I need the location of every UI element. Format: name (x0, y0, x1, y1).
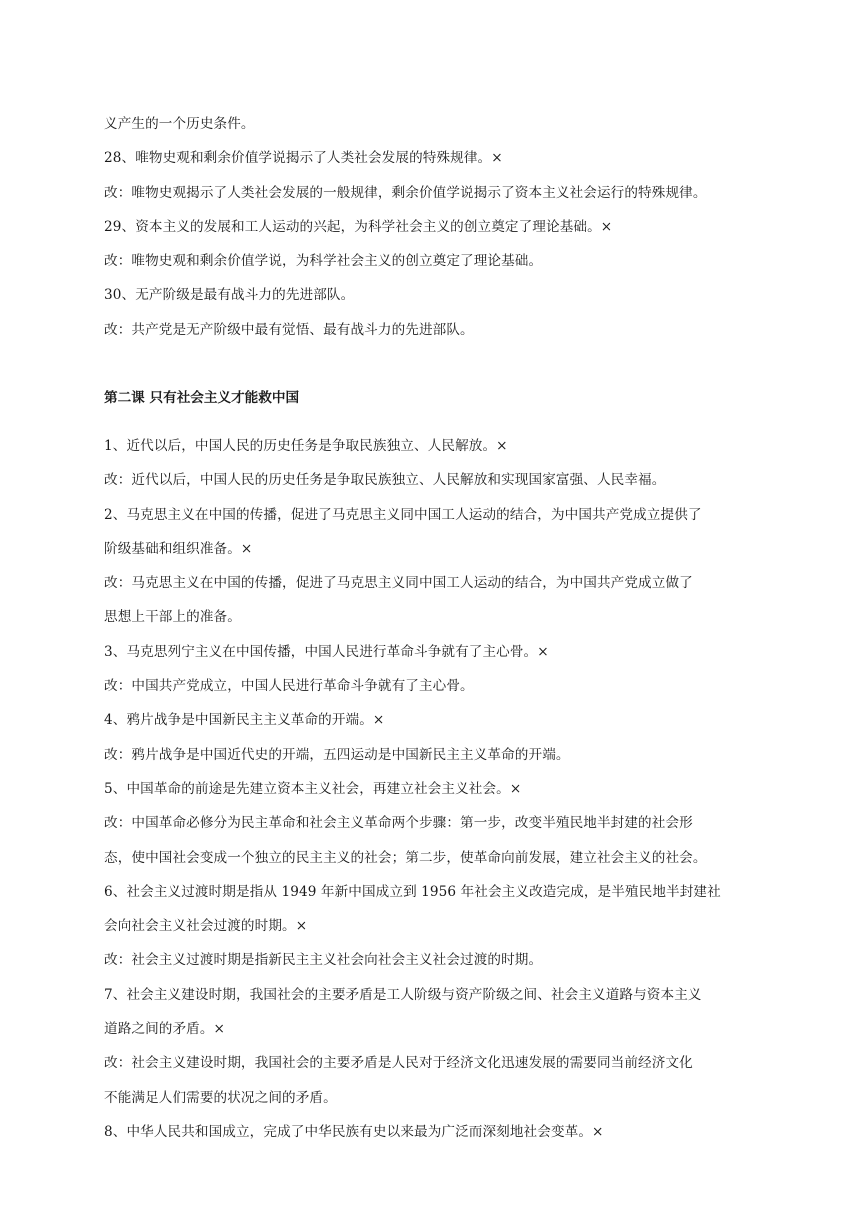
text-line: 6、社会主义过渡时期是指从 1949 年新中国成立到 1956 年社会主义改造完成，是半殖民地半封建社 (104, 883, 721, 900)
text-line: 阶级基础和组织准备。× (104, 540, 253, 557)
text-line: 30、无产阶级是最有战斗力的先进部队。 (104, 287, 355, 304)
section-heading: 第二课 只有社会主义才能救中国 (104, 390, 300, 407)
text-line: 不能满足人们需要的状况之间的矛盾。 (104, 1089, 337, 1106)
text-line: 改：共产党是无产阶级中最有觉悟、最有战斗力的先进部队。 (104, 321, 474, 338)
text-line: 道路之间的矛盾。× (104, 1021, 226, 1038)
text-line: 态，使中国社会变成一个独立的民主主义的社会；第二步，使革命向前发展，建立社会主义的社会。 (104, 849, 707, 866)
text-line: 思想上干部上的准备。 (104, 609, 241, 626)
text-line: 改：中国共产党成立，中国人民进行革命斗争就有了主心骨。 (104, 678, 474, 695)
text-line: 改：唯物史观揭示了人类社会发展的一般规律，剩余价值学说揭示了资本主义社会运行的特殊规律。 (104, 184, 707, 201)
text-line: 3、马克思列宁主义在中国传播，中国人民进行革命斗争就有了主心骨。× (104, 643, 549, 660)
text-line: 会向社会主义社会过渡的时期。× (104, 918, 308, 935)
text-line: 1、近代以后，中国人民的历史任务是争取民族独立、人民解放。× (104, 437, 508, 454)
text-line: 改：近代以后，中国人民的历史任务是争取民族独立、人民解放和实现国家富强、人民幸福。 (104, 472, 666, 489)
text-line: 改：社会主义建设时期，我国社会的主要矛盾是人民对于经济文化迅速发展的需要同当前经济文化 (104, 1055, 693, 1072)
text-line: 义产生的一个历史条件。 (104, 116, 255, 132)
text-line: 8、中华人民共和国成立，完成了中华民族有史以来最为广泛而深刻地社会变革。× (104, 1123, 604, 1140)
text-line: 29、资本主义的发展和工人运动的兴起，为科学社会主义的创立奠定了理论基础。× (104, 218, 613, 235)
text-line: 2、马克思主义在中国的传播，促进了马克思主义同中国工人运动的结合，为中国共产党成立提供了 (104, 506, 702, 523)
text-line: 28、唯物史观和剩余价值学说揭示了人类社会发展的特殊规律。× (104, 150, 503, 167)
text-line: 改：鸦片战争是中国近代史的开端，五四运动是中国新民主主义革命的开端。 (104, 746, 570, 763)
text-line: 7、社会主义建设时期，我国社会的主要矛盾是工人阶级与资产阶级之间、社会主义道路与资本主义 (104, 986, 702, 1003)
text-line: 改：中国革命必修分为民主革命和社会主义革命两个步骤：第一步，改变半殖民地半封建的社会形 (104, 815, 693, 832)
document-body (104, 107, 764, 1149)
text-line: 4、鸦片战争是中国新民主主义革命的开端。× (104, 712, 385, 729)
text-line: 改：马克思主义在中国的传播，促进了马克思主义同中国工人运动的结合，为中国共产党成立做了 (104, 575, 693, 592)
text-line: 5、中国革命的前途是先建立资本主义社会，再建立社会主义社会。× (104, 780, 522, 797)
text-line: 改：社会主义过渡时期是指新民主主义社会向社会主义社会过渡的时期。 (104, 952, 543, 969)
text-line: 改：唯物史观和剩余价值学说，为科学社会主义的创立奠定了理论基础。 (104, 253, 543, 270)
